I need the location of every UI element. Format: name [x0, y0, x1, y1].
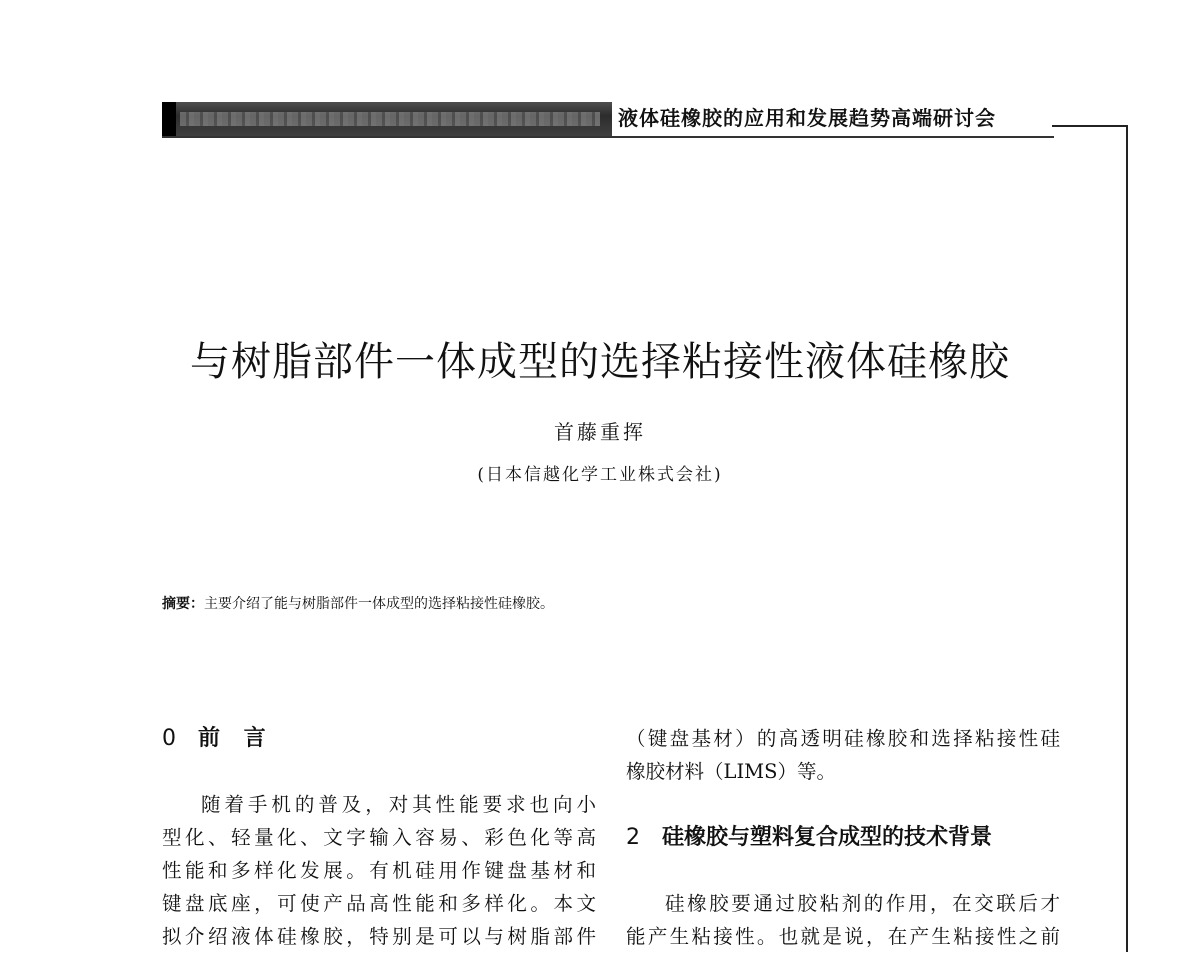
paragraph-line: 键盘底座，可使产品高性能和多样化。本文 — [162, 892, 596, 915]
paragraph-line: 能产生粘接性。也就是说，在产生粘接性之前 — [626, 925, 1060, 948]
section-2-paragraph — [626, 887, 1060, 953]
paragraph-line: 硅橡胶要通过胶粘剂的作用，在交联后才 — [665, 892, 1060, 915]
section-number: 0 — [162, 726, 176, 751]
article-author: 首藤重挥 — [554, 420, 646, 444]
section-heading-2 — [626, 821, 1060, 854]
abstract — [162, 593, 554, 613]
section-title: 前 言 — [198, 726, 274, 751]
intro-paragraph — [162, 788, 596, 953]
left-column — [162, 722, 596, 953]
right-column — [626, 722, 1060, 953]
page-right-border — [1126, 125, 1128, 952]
paragraph-line: 随着手机的普及，对其性能要求也向小 — [201, 793, 596, 816]
header-underline — [162, 136, 1054, 138]
abstract-label: 摘要： — [162, 596, 204, 612]
paragraph-line: 橡胶材料（LIMS）等。 — [626, 760, 836, 783]
article-affiliation: (日本信越化学工业株式会社) — [477, 465, 723, 485]
paragraph-line: 拟介绍液体硅橡胶，特别是可以与树脂部件 — [162, 925, 596, 948]
section-title: 硅橡胶与塑料复合成型的技术背景 — [662, 825, 993, 850]
paragraph-line: 性能和多样化发展。有机硅用作键盘基材和 — [162, 859, 596, 882]
section-heading-0 — [162, 722, 596, 755]
spacer — [162, 755, 596, 788]
header-band-texture — [180, 112, 600, 126]
abstract-text: 主要介绍了能与树脂部件一体成型的选择粘接性硅橡胶。 — [204, 596, 554, 612]
spacer — [626, 854, 1060, 887]
header-corner-mark — [162, 102, 176, 136]
article-title: 与树脂部件一体成型的选择粘接性液体硅橡胶 — [190, 339, 1010, 385]
spacer — [626, 788, 1060, 821]
continuation-paragraph — [626, 722, 1060, 788]
section-number: 2 — [626, 825, 640, 850]
header-rule-line — [1052, 125, 1128, 127]
running-header-title: 液体硅橡胶的应用和发展趋势高端研讨会 — [618, 106, 996, 130]
paragraph-line: （键盘基材）的高透明硅橡胶和选择粘接性硅 — [626, 727, 1060, 750]
paragraph-line: 型化、轻量化、文字输入容易、彩色化等高 — [162, 826, 596, 849]
